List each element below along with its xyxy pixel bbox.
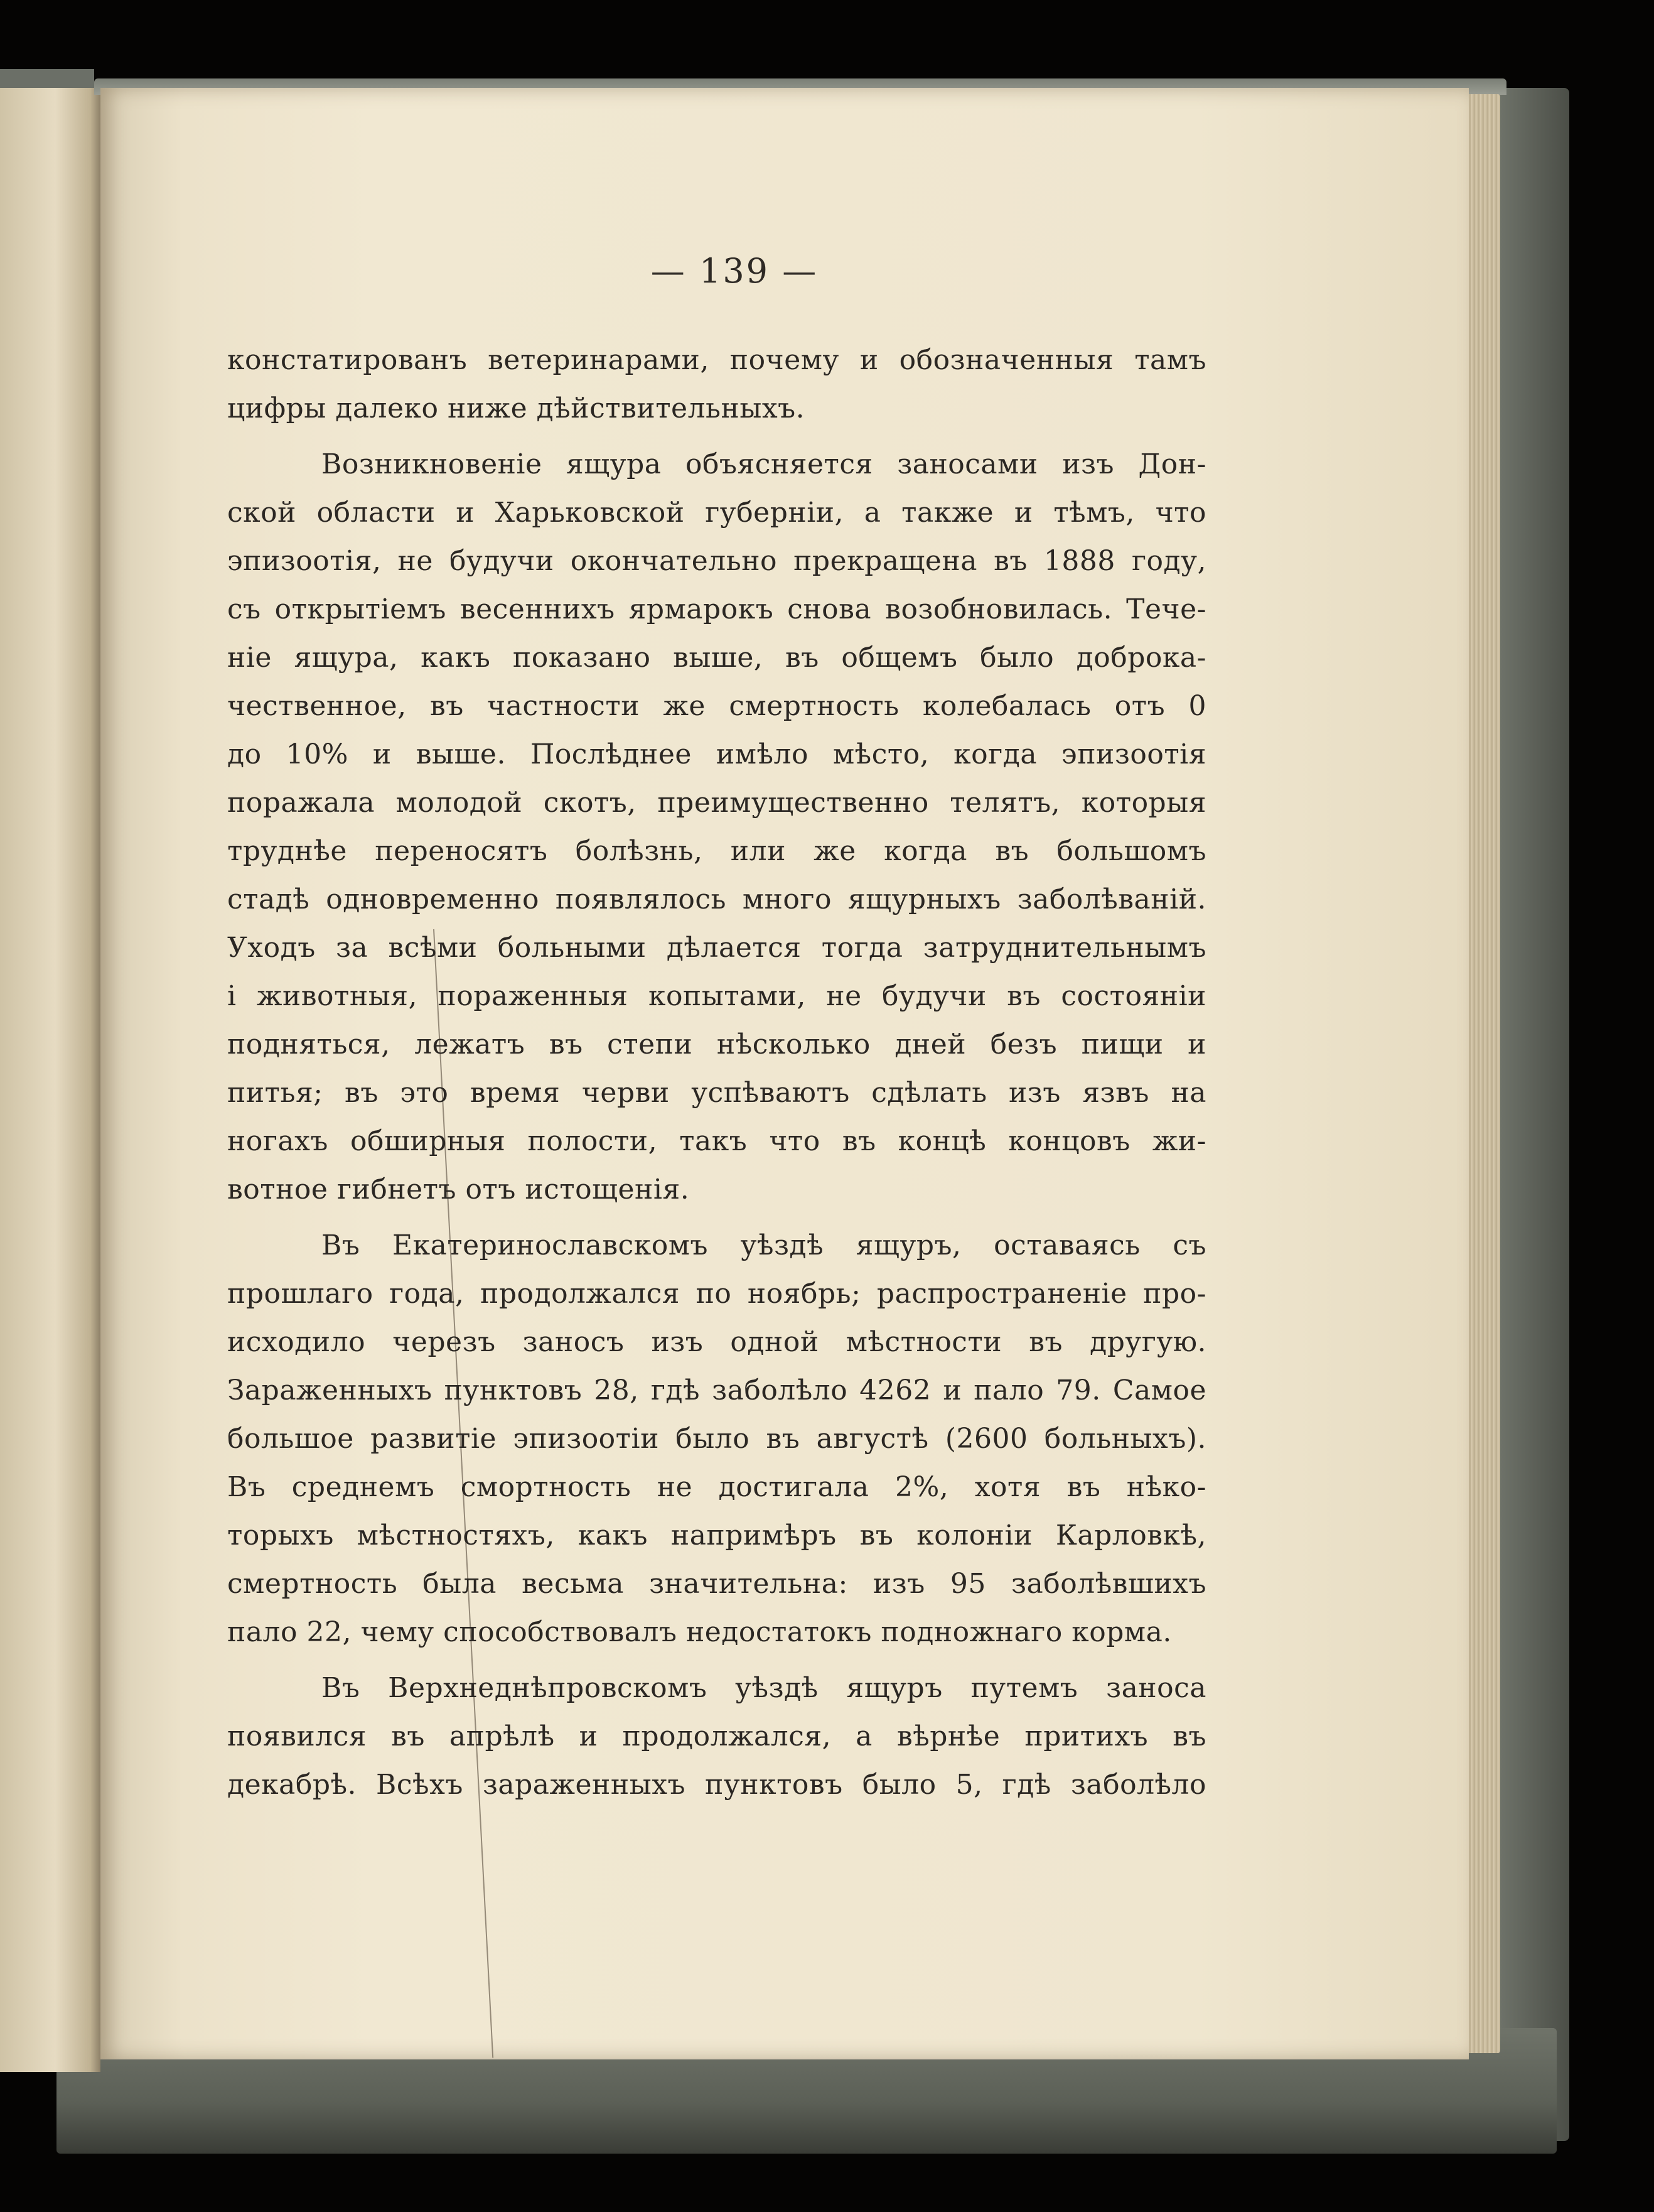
text-line: пало 22, чему способствовалъ недостатокъ подножнаго корма. (227, 1616, 1172, 1648)
text-line: торыхъ мѣстностяхъ, какъ напримѣръ въ колоніи Карловкѣ, (227, 1519, 1206, 1551)
text-line: Уходъ за всѣми больными дѣлается тогда затруднительнымъ (227, 932, 1206, 964)
text-line: смертность была весьма значительна: изъ 95 заболѣвшихъ (227, 1568, 1206, 1600)
text-line: Въ Верхнеднѣпровскомъ уѣздѣ ящуръ путемъ заноса (321, 1672, 1206, 1704)
text-line: исходило черезъ заносъ изъ одной мѣстности въ другую. (227, 1326, 1206, 1358)
text-line: съ открытіемъ весеннихъ ярмарокъ снова возобновилась. Тече- (227, 593, 1206, 625)
text-line: Въ Екатеринославскомъ уѣздѣ ящуръ, оставаясь съ (321, 1229, 1206, 1261)
text-line: ской области и Харьковской губерніи, а также и тѣмъ, что (227, 497, 1206, 529)
text-line: вотное гибнетъ отъ истощенія. (227, 1173, 690, 1206)
text-line: Зараженныхъ пунктовъ 28, гдѣ заболѣло 4262 и пало 79. Самое (227, 1374, 1206, 1406)
body-text (227, 336, 1206, 1809)
text-line: эпизоотія, не будучи окончательно прекращена въ 1888 году, (227, 545, 1206, 577)
text-line: декабрѣ. Всѣхъ зараженныхъ пунктовъ было 5, гдѣ заболѣло (227, 1769, 1206, 1801)
text-line: цифры далеко ниже дѣйствительныхъ. (227, 392, 805, 424)
text-line: труднѣе переносятъ болѣзнь, или же когда въ большомъ (227, 835, 1206, 867)
text-line: Возникновеніе ящура объясняется заносами изъ Дон- (321, 448, 1206, 480)
text-line: питья; въ это время черви успѣваютъ сдѣлать изъ язвъ на (227, 1077, 1206, 1109)
text-line: констатированъ ветеринарами, почему и обозначенныя тамъ (227, 344, 1206, 376)
text-line: подняться, лежатъ въ степи нѣсколько дней безъ пищи и (227, 1028, 1206, 1060)
text-line: ногахъ обширныя полости, такъ что въ концѣ концовъ жи- (227, 1125, 1206, 1157)
text-line: появился въ апрѣлѣ и продолжался, а вѣрнѣе притихъ въ (227, 1720, 1206, 1752)
text-line: і животныя, пораженныя копытами, не будучи въ состояніи (227, 980, 1206, 1012)
text-line: большое развитіе эпизоотіи было въ августѣ (2600 больныхъ). (227, 1423, 1206, 1455)
text-line: Въ среднемъ смортность не достигала 2%, хотя въ нѣко- (227, 1471, 1206, 1503)
text-line: поражала молодой скотъ, преимущественно телятъ, которыя (227, 787, 1206, 819)
text-line: ніе ящура, какъ показано выше, въ общемъ было доброка- (227, 642, 1206, 674)
text-line: стадѣ одновременно появлялось много ящурныхъ заболѣваній. (227, 883, 1206, 915)
left-page-edge (0, 88, 100, 2072)
text-line: до 10% и выше. Послѣднее имѣло мѣсто, когда эпизоотія (227, 738, 1206, 770)
text-line: чественное, въ частности же смертность колебалась отъ 0 (227, 690, 1206, 722)
text-line: прошлаго года, продолжался по ноябрь; распространеніе про- (227, 1278, 1206, 1310)
page-number: — 139 — (650, 251, 819, 291)
